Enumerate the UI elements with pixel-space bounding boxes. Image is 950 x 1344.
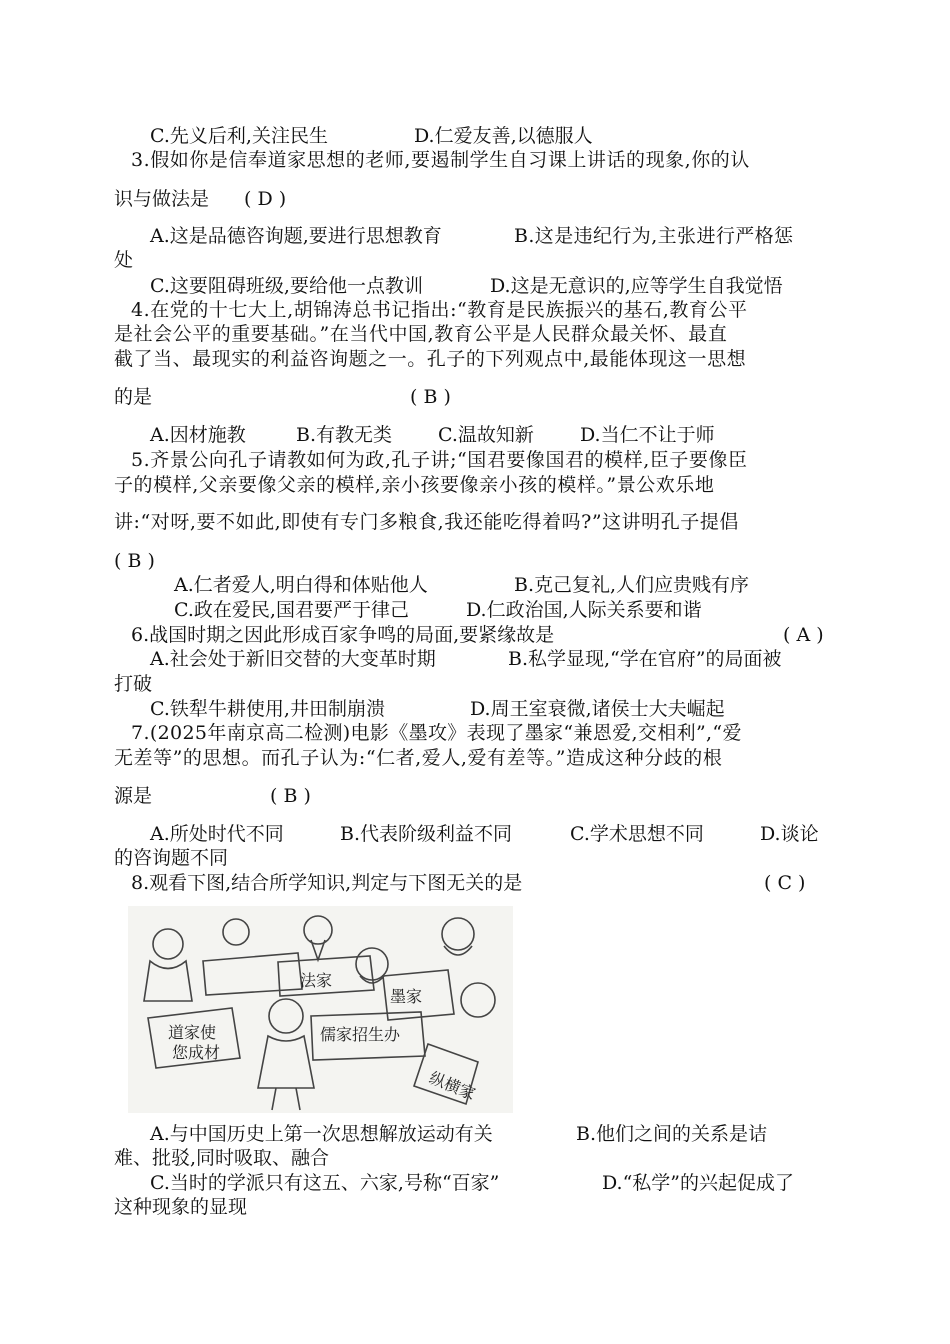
- q8-option-b-cont: 难、批驳,同时吸取、融合: [114, 1147, 330, 1169]
- q7-option-b: B.代表阶级利益不同: [340, 823, 513, 845]
- q8-option-b: B.他们之间的关系是诘: [576, 1123, 768, 1145]
- q8-stem-line1: 8.观看下图,结合所学知识,判定与下图无关的是: [131, 872, 523, 894]
- q5-option-c: C.政在爱民,国君要严于律己: [174, 599, 409, 621]
- q5-option-d: D.仁政治国,人际关系要和谐: [466, 599, 702, 621]
- q4-answer: ( B ): [410, 386, 451, 408]
- sign-dao-text-1: 道家使: [168, 1023, 217, 1042]
- q8-answer: ( C ): [764, 872, 806, 894]
- q5-stem-line3: 讲:“对呀,要不如此,即使有专门多粮食,我还能吃得着吗?”这讲明孔子提倡: [114, 511, 739, 533]
- q4-stem-line1: 4.在党的十七大上,胡锦涛总书记指出:“教育是民族振兴的基石,教育公平: [131, 299, 748, 321]
- q3-option-c: C.这要阻碍班级,要给他一点教训: [150, 275, 423, 297]
- q4-stem-line3: 截了当、最现实的利益咨询题之一。孔子的下列观点中,最能体现这一思想: [114, 348, 747, 370]
- q8-option-d-cont: 这种现象的显现: [114, 1196, 248, 1218]
- q7-answer: ( B ): [270, 785, 311, 807]
- q6-stem-line1: 6.战国时期之因此形成百家争鸣的局面,要紧缘故是: [131, 624, 555, 646]
- q3-option-b: B.这是违纪行为,主张进行严格惩: [514, 225, 794, 247]
- q6-option-b-cont: 打破: [114, 673, 153, 695]
- q7-option-d: D.谈论: [760, 823, 819, 845]
- q3-option-a: A.这是品德咨询题,要进行思想教育: [150, 225, 442, 247]
- q5-option-a: A.仁者爱人,明白得和体贴他人: [174, 574, 428, 596]
- q5-option-b: B.克己复礼,人们应贵贱有序: [514, 574, 750, 596]
- q7-stem-line1: 7.(2025年南京高二检测)电影《墨攻》表现了墨家“兼恩爱,交相利”,“爱: [131, 722, 742, 744]
- q4-stem-line4: 的是: [114, 386, 153, 408]
- q7-stem-line2: 无差等”的思想。而孔子认为:“仁者,爱人,爱有差等。”造成这种分歧的根: [114, 747, 723, 769]
- q2-option-c: C.先义后利,关注民生: [150, 125, 328, 147]
- sign-ru-text: 儒家招生办: [320, 1025, 401, 1044]
- sign-mo-text: 墨家: [390, 987, 423, 1006]
- q4-option-c: C.温故知新: [438, 424, 534, 446]
- q3-stem-line1: 3.假如你是信奉道家思想的老师,要遏制学生自习课上讲话的现象,你的认: [131, 149, 750, 171]
- q6-option-c: C.铁犁牛耕使用,井田制崩溃: [150, 698, 385, 720]
- q8-option-d: D.“私学”的兴起促成了: [602, 1172, 795, 1194]
- q7-stem-line3: 源是: [114, 785, 153, 807]
- q6-answer: ( A ): [783, 624, 824, 646]
- q3-answer: ( D ): [244, 188, 287, 210]
- q5-stem-line1: 5.齐景公向孔子请教如何为政,孔子讲;“国君要像国君的模样,臣子要像臣: [131, 449, 748, 471]
- q4-stem-line2: 是社会公平的重要基础。”在当代中国,教育公平是人民群众最关怀、最直: [114, 323, 728, 345]
- q4-option-d: D.当仁不让于师: [580, 424, 715, 446]
- hundred-schools-cartoon: [128, 906, 513, 1113]
- q5-stem-line2: 子的模样,父亲要像父亲的模样,亲小孩要像亲小孩的模样。”景公欢乐地: [114, 474, 715, 496]
- q4-option-a: A.因材施教: [150, 424, 246, 446]
- q5-answer: ( B ): [114, 550, 155, 572]
- q6-option-b: B.私学显现,“学在官府”的局面被: [508, 648, 782, 670]
- q8-option-c: C.当时的学派只有这五、六家,号称“百家”: [150, 1172, 500, 1194]
- sign-fa-text: 法家: [300, 971, 333, 990]
- q7-option-d-cont: 的咨询题不同: [114, 847, 229, 869]
- sign-zong-text: 纵横家: [426, 1068, 479, 1104]
- q4-option-b: B.有教无类: [296, 424, 393, 446]
- q7-option-a: A.所处时代不同: [150, 823, 284, 845]
- q3-option-d: D.这是无意识的,应等学生自我觉悟: [490, 275, 783, 297]
- q3-stem-line2: 识与做法是: [114, 188, 210, 210]
- sign-dao-text-2: 您成材: [172, 1043, 221, 1062]
- q6-option-a: A.社会处于新旧交替的大变革时期: [150, 648, 436, 670]
- q2-option-d: D.仁爱友善,以德服人: [414, 125, 593, 147]
- q6-option-d: D.周王室衰微,诸侯士大夫崛起: [470, 698, 725, 720]
- q7-option-c: C.学术思想不同: [570, 823, 704, 845]
- q8-option-a: A.与中国历史上第一次思想解放运动有关: [150, 1123, 493, 1145]
- q3-option-b-cont: 处: [114, 249, 134, 271]
